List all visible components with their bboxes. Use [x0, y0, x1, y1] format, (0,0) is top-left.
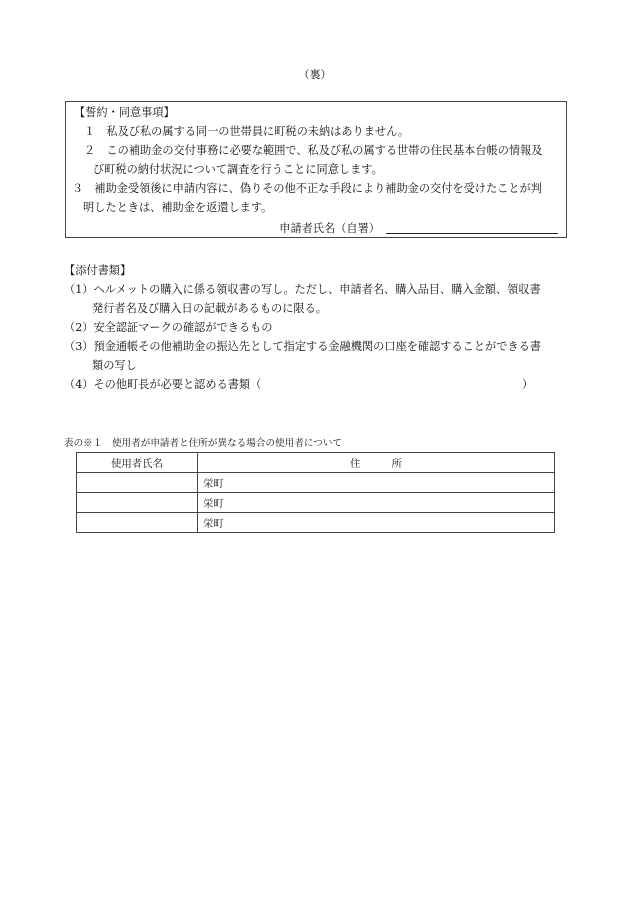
- users-table-caption: 表の※１ 使用者が申請者と住所が異なる場合の使用者について: [64, 438, 343, 449]
- signature-row: [279, 220, 558, 239]
- table-header-row: [77, 453, 555, 473]
- pledge-item-1: １ 私及び私の属する同一の世帯員に町税の未納はありません。: [84, 125, 410, 138]
- address-cell[interactable]: 栄町: [198, 473, 555, 493]
- pledge-heading: 【誓約・同意事項】: [74, 106, 175, 119]
- attachment-item-4-open: （4）その他町長が必要と認める書類（: [64, 378, 262, 391]
- users-table: [76, 452, 555, 533]
- address-cell[interactable]: 栄町: [198, 513, 555, 533]
- pledge-item-2-line-2: び町税の納付状況について調査を行うことに同意します。: [93, 163, 383, 176]
- user-name-cell[interactable]: [77, 473, 198, 493]
- attachment-item-2: （2）安全認証マークの確認ができるもの: [64, 321, 273, 334]
- header-user-name: 使用者氏名: [77, 453, 198, 473]
- attachment-item-3-line-1: （3）預金通帳その他補助金の振込先として指定する金融機関の口座を確認することができる書: [64, 340, 541, 353]
- page-title: （裏）: [298, 68, 332, 81]
- pledge-item-3-line-1: ３ 補助金受領後に申請内容に、偽りその他不正な手段により補助金の交付を受けたことが判: [72, 182, 542, 195]
- pledge-section: [65, 101, 567, 238]
- header-address: 住 所: [198, 453, 555, 473]
- user-name-cell[interactable]: [77, 493, 198, 513]
- attachment-item-1-line-2: 発行者名及び購入日の記載があるものに限る。: [92, 302, 327, 315]
- table-row: [77, 473, 555, 493]
- pledge-item-3-line-2: 明したときは、補助金を返還します。: [83, 201, 273, 214]
- attachment-item-1-line-1: （1）ヘルメットの購入に係る領収書の写し。ただし、申請者名、購入品目、購入金額、領収書: [64, 283, 541, 296]
- signature-field[interactable]: [386, 220, 558, 234]
- address-cell[interactable]: 栄町: [198, 493, 555, 513]
- signature-label: 申請者氏名（自署）: [279, 222, 380, 235]
- pledge-item-2-line-1: ２ この補助金の交付事務に必要な範囲で、私及び私の属する世帯の住民基本台帳の情報及: [84, 144, 543, 157]
- attachment-item-4-close: ）: [522, 378, 534, 391]
- attachments-heading: 【添付書類】: [64, 264, 132, 277]
- table-row: [77, 513, 555, 533]
- user-name-cell[interactable]: [77, 513, 198, 533]
- table-row: [77, 493, 555, 513]
- attachment-item-4: [64, 375, 261, 394]
- attachment-item-3-line-2: 類の写し: [92, 359, 137, 372]
